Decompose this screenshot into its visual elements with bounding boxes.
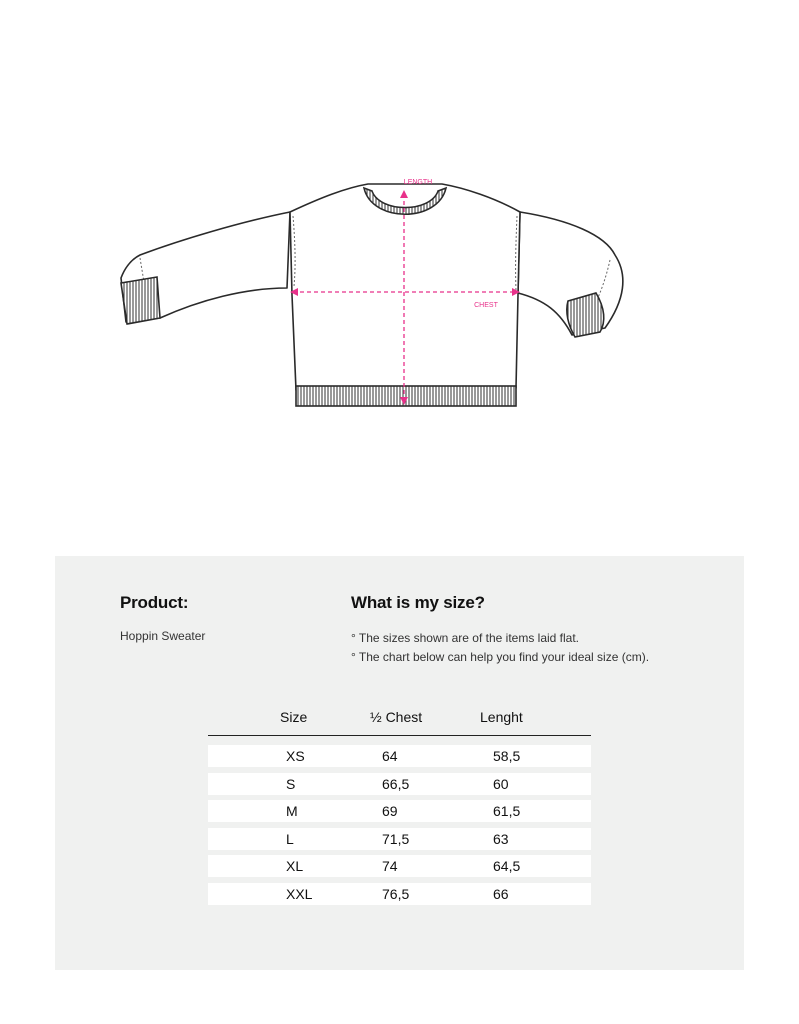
size-notes xyxy=(351,629,649,667)
cell-half-chest: 64 xyxy=(382,748,398,764)
cell-size: M xyxy=(286,803,298,819)
cell-half-chest: 71,5 xyxy=(382,830,410,847)
cell-half-chest: 69 xyxy=(382,803,398,819)
header-length: Lenght xyxy=(480,709,523,725)
note-laid-flat: ° The sizes shown are of the items laid flat. xyxy=(351,631,580,645)
cell-size: L xyxy=(286,830,294,847)
cell-size: XL xyxy=(286,858,304,874)
cell-length: 58,5 xyxy=(493,748,521,764)
sweater-diagram xyxy=(0,160,799,420)
cell-half-chest: 76,5 xyxy=(382,885,410,902)
right-cuff xyxy=(567,293,604,337)
cell-size: S xyxy=(286,775,296,792)
note-chart-help: ° The chart below can help you find your ideal size (cm). xyxy=(351,650,650,664)
cell-length: 61,5 xyxy=(493,803,521,819)
header-size: Size xyxy=(280,709,308,725)
cell-length: 60 xyxy=(493,775,509,792)
cell-length: 64,5 xyxy=(493,858,521,874)
left-cuff xyxy=(121,277,160,324)
cell-length: 66 xyxy=(493,885,509,902)
table-row xyxy=(208,745,591,767)
cell-half-chest: 66,5 xyxy=(382,775,410,792)
size-table xyxy=(208,706,591,910)
product-heading: Product: xyxy=(120,593,189,612)
header-half-chest: ½ Chest xyxy=(370,709,423,725)
table-row xyxy=(208,855,591,877)
table-row xyxy=(208,800,591,822)
size-heading: What is my size? xyxy=(351,593,485,612)
table-row xyxy=(208,883,591,905)
cell-size: XXL xyxy=(286,885,313,902)
sweater-outline xyxy=(121,184,623,390)
table-body xyxy=(208,745,591,905)
size-info-panel xyxy=(55,556,744,970)
table-header xyxy=(208,706,591,736)
cell-length: 63 xyxy=(493,830,509,847)
length-label: LENGTH xyxy=(403,179,433,186)
cell-size: XS xyxy=(286,748,305,764)
product-name: Hoppin Sweater xyxy=(120,629,206,643)
table-row xyxy=(208,773,591,795)
table-row xyxy=(208,828,591,850)
cell-half-chest: 74 xyxy=(382,858,398,874)
chest-label: CHEST xyxy=(474,302,498,309)
hem-band xyxy=(296,386,516,406)
